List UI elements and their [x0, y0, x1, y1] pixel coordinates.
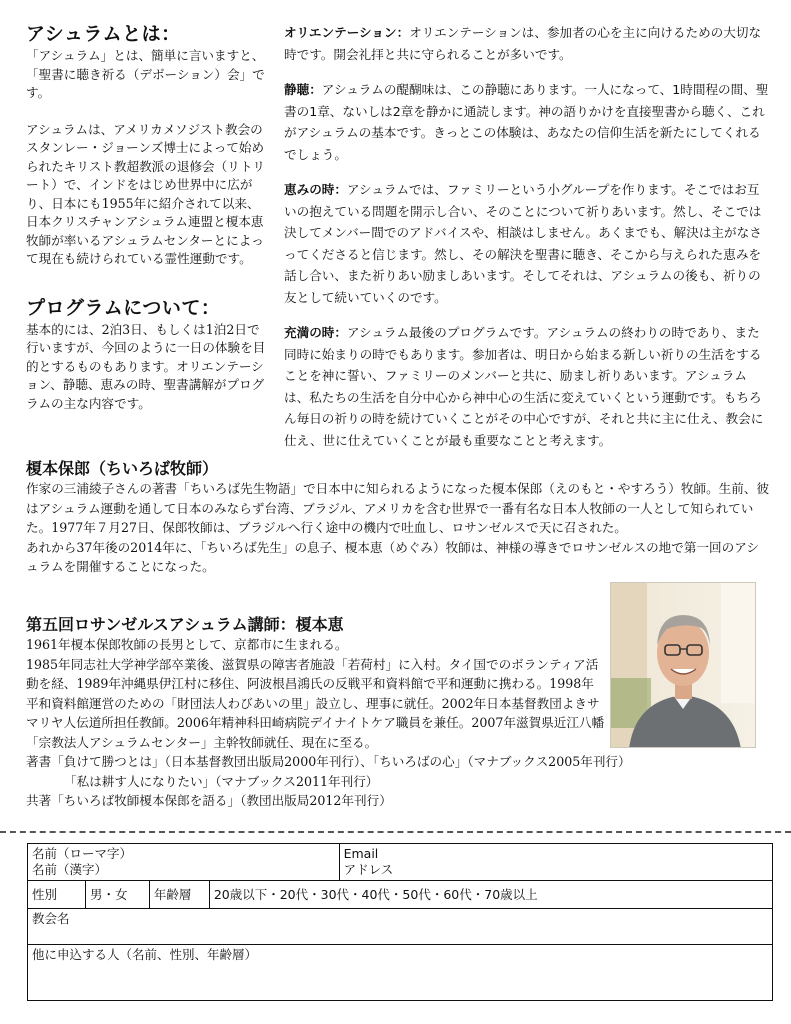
megumi-books: 著書「負けて勝つとは」（日本基督教団出版局2000年刊行）、「ちいろばの心」（マナブックス2005年刊行）	[26, 754, 631, 769]
name-field[interactable]	[28, 844, 340, 881]
megumi-heading: 第五回ロサンゼルスアシュラム講師：榎本恵	[26, 615, 344, 634]
fulfillment-lead: 充満の時：	[284, 325, 347, 340]
name-roman-label: 名前（ローマ字）	[32, 846, 133, 861]
other-applicants-field[interactable]	[28, 945, 773, 1001]
ashram-heading: アシュラムとは：	[26, 23, 181, 45]
gender-options[interactable]: 男・女	[85, 881, 149, 909]
address-label: アドレス	[343, 862, 394, 877]
orientation-lead: オリエンテーション：	[284, 25, 410, 40]
megumi-career: 1985年同志社大学神学部卒業後、滋賀県の障害者施設「若荷村」に入村。タイ国でのボランティア活動を経、1989年沖縄県伊江村に移住、阿波根昌鴻氏の反戦平和資料館で平和運動に携わる。1998年平和資料館運営のための「財団法人わびあいの里」設立し、理事に就任。2002年日本基督教団よきサマリヤ人伝道所担任教師。2006年精神科田崎病院デイナイトケア職員を兼任。2007年滋賀県近江八幡「宗教法人アシュラムセンター」主幹牧師就任、現在に至る。	[26, 656, 605, 750]
ashram-intro: 「アシュラム」とは、簡単に言いますと、「聖書に聴き祈る（デボーション）会」です。	[26, 48, 265, 100]
fulfillment-paragraph	[284, 322, 770, 451]
megumi-coauthored: 共著「ちいろば牧師榎本保郎を語る」（教団出版局2012年刊行）	[26, 793, 392, 808]
left-column	[26, 22, 270, 413]
application-form	[27, 843, 773, 1001]
yasuro-legacy: あれから37年後の2014年に、「ちいろば先生」の息子、榎本恵（めぐみ）牧師は、神様の導きでロサンゼルスの地で第一回のアシュラムを開催することになった。	[26, 539, 759, 574]
silence-body: アシュラムの醍醐味は、この静聴にあります。一人になって、1時間程の間、聖書の1章、ないしは2章を静かに通読します。神の語りかけを直接聖書から聴く、これがアシュラムの基本です。きっとこの体験は、あなたの信仰生活を新たにしてくれるでしょう。	[284, 82, 769, 162]
megumi-books-continued: 「私は耕す人になりたい」（マナブックス2011年刊行）	[64, 773, 379, 789]
church-label: 教会名	[32, 911, 70, 926]
other-applicants-label: 他に申込する人（名前、性別、年齢層）	[32, 947, 258, 962]
program-description: 基本的には、2泊3日、もしくは1泊2日で行いますが、今回のように一日の体験を目的とするものもあります。オリエンテーション、静聴、恵みの時、聖書講解がプログラムの主な内容です。	[26, 321, 266, 411]
grace-paragraph	[284, 179, 770, 308]
yasuro-biography: 作家の三浦綾子さんの著書「ちいろば先生物語」で日本中に知られるようになった榎本保郎（えのもと・やすろう）牧師。生前、彼はアシュラム運動を通して日本のみならず台湾、ブラジル、アメリカを含む世界で一番有名な日本人牧師の一人として知られていた。1977年７月27日、保郎牧師は、ブラジルへ行く途中の機内で吐血し、ロサンゼルスで天に召された。	[26, 481, 770, 535]
right-column	[284, 22, 770, 465]
name-kanji-label: 名前（漢字）	[32, 862, 108, 877]
megumi-birth: 1961年榎本保郎牧師の長男として、京都市に生まれる。	[26, 637, 348, 652]
pastor-portrait-image	[611, 583, 756, 748]
gender-label: 性別	[28, 881, 86, 909]
silence-lead: 静聴：	[284, 82, 322, 97]
pastor-photo	[610, 582, 756, 748]
orientation-body: オリエンテーションは、参加者の心を主に向けるための大切な時です。開会礼拝と共に守られることが多いです。	[284, 25, 762, 62]
yasuro-heading: 榎本保郎（ちいろば牧師）	[26, 459, 219, 478]
church-field[interactable]	[28, 909, 773, 945]
orientation-paragraph	[284, 22, 770, 65]
grace-lead: 恵みの時：	[284, 182, 347, 197]
age-label: 年齢層	[149, 881, 209, 909]
cut-line	[0, 831, 791, 833]
silence-paragraph	[284, 79, 770, 165]
yasuro-section	[26, 458, 770, 577]
age-options[interactable]: 20歳以下・20代・30代・40代・50代・60代・70歳以上	[209, 881, 772, 909]
fulfillment-body: アシュラム最後のプログラムです。アシュラムの終わりの時であり、また同時に始まりの時でもあります。参加者は、明日から始まる新しい祈りの生活をすることを神に誓い、ファミリーのメンバーと共に、励まし祈りあいます。アシュラムは、私たちの生活を自分中心から神中心の生活に変えていくという運動です。もちろん毎日の祈りの時を続けていくことがその中心ですが、それと共に主に仕え、教会に仕え、世に仕えていくことが最も重要なことと考えます。	[284, 325, 764, 448]
megumi-section	[26, 614, 631, 811]
program-heading: プログラムについて：	[26, 296, 221, 319]
ashram-description: アシュラムは、アメリカメソジスト教会のスタンレー・ジョーンズ博士によって始められたキリスト教超教派の退修会（リトリート）で、インドをはじめ世界中に広がり、日本にも1955年に紹介されて以来、日本クリスチャンアシュラム連盟と榎本恵牧師が率いるアシュラムセンターとによって現在も続けられている霊性運動です。	[26, 121, 266, 266]
email-address-field[interactable]	[339, 844, 772, 881]
grace-body: アシュラムでは、ファミリーという小グループを作ります。そこではお互いの抱えている問題を開示し合い、そのことについて祈りあいます。然し、そこでは決してメンバー間でのアドバイスや、相談はしません。あくまでも、解決は主がなさってくださると信じます。然し、その解決を聖書に聴き、そこから与えられた恵みを話し合い、また祈りあい励ましあいます。そしてそれは、アシュラムの後も、祈りの友として続いていくのです。	[284, 182, 762, 305]
email-label: Email	[343, 846, 379, 861]
